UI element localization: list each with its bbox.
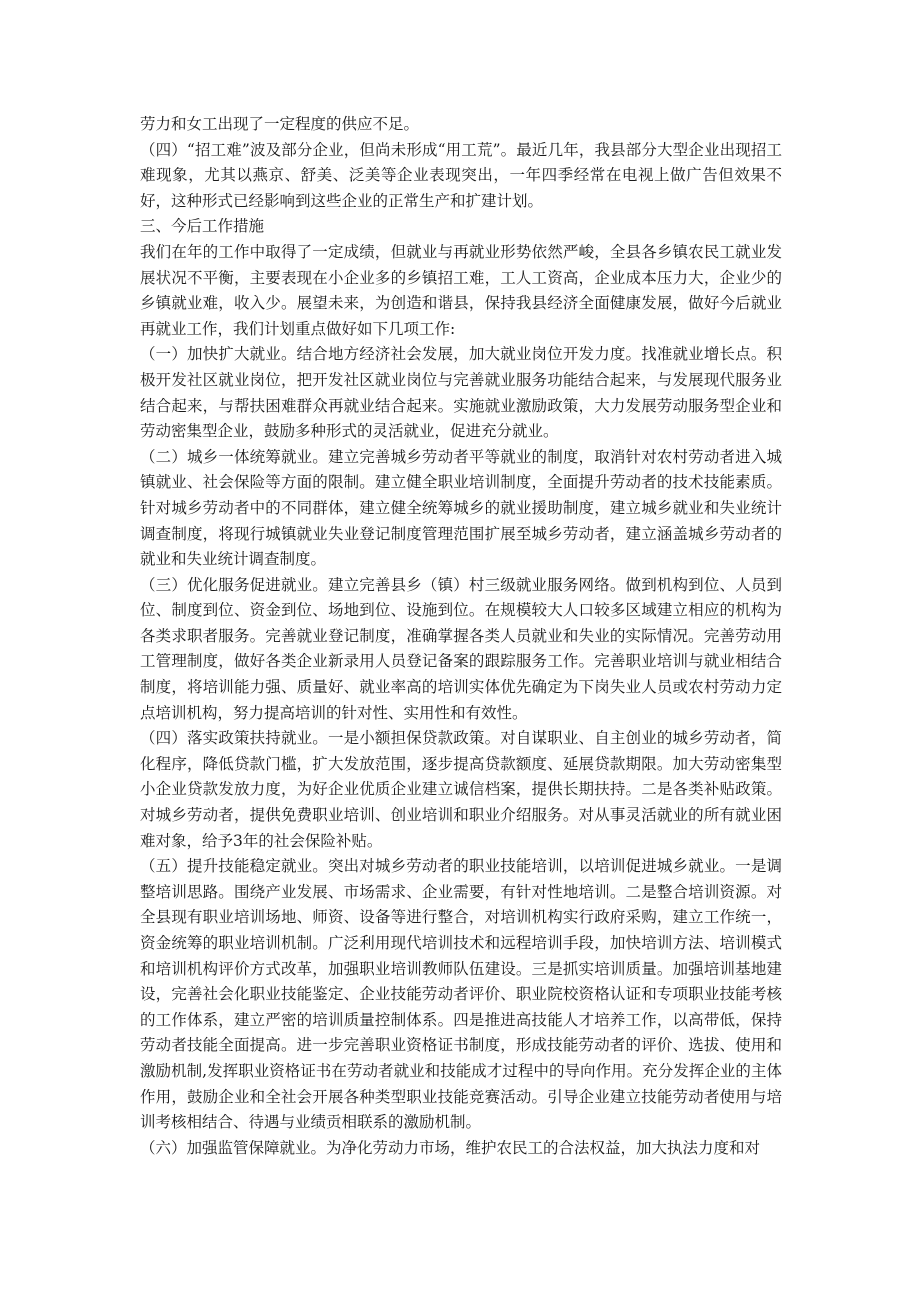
paragraph-skill-improvement: （五）提升技能稳定就业。突出对城乡劳动者的职业技能培训，以培训促进城乡就业。一是调整培训思路。围绕产业发展、市场需求、企业需要，有针对性地培训。二是整合培训资源。对全县现有职业培训场地、师资、设备等进行整合，对培训机构实行政府采购，建立工作统一，资金统筹的职业培训机制。广泛利用现代培训技术和远程培训手段，加快培训方法、培训模式和培训机构评价方式改革，加强职业培训教师队伍建设。三是抓实培训质量。加强培训基地建设，完善社会化职业技能鉴定、企业技能劳动者评价、职业院校资格认证和专项职业技能考核的工作体系，建立严密的培训质量控制体系。四是推进高技能人才培养工作，以高带低，保持劳动者技能全面提高。进一步完善职业资格证书制度，形成技能劳动者的评价、选拔、使用和激励机制,发挥职业资格证书在劳动者就业和技能成才过程中的导向作用。充分发挥企业的主体作用，鼓励企业和全社会开展各种类型职业技能竞赛活动。引导企业建立技能劳动者使用与培训考核相结合、待遇与业绩贡相联系的激励机制。 <box>140 857 782 1132</box>
paragraph-policy-support: （四）落实政策扶持就业。一是小额担保贷款政策。对自谋职业、自主创业的城乡劳动者，简化程序，降低贷款门槛，扩大发放范围，逐步提高贷款额度、延展贷款期限。加大劳动密集型小企业贷款发放力度，为好企业优质企业建立诚信档案，提供长期扶持。二是各类补贴政策。对城乡劳动者，提供免费职业培训、创业培训和职业介绍服务。对从事灵活就业的所有就业困难对象，给予3年的社会保险补贴。 <box>140 729 782 850</box>
paragraph-urban-rural-coordination: （二）城乡一体统筹就业。建立完善城乡劳动者平等就业的制度，取消针对农村劳动者进入城镇就业、社会保险等方面的限制。建立健全职业培训制度，全面提升劳动者的技术技能素质。针对城乡劳动者中的不同群体，建立健全统筹城乡的就业援助制度，建立城乡就业和失业统计调查制度，将现行城镇就业失业登记制度管理范围扩展至城乡劳动者，建立涵盖城乡劳动者的就业和失业统计调查制度。 <box>140 447 782 569</box>
document-body <box>140 112 782 1161</box>
paragraph-supervision: （六）加强监管保障就业。为净化劳动力市场，维护农民工的合法权益，加大执法力度和对 <box>140 1138 761 1157</box>
paragraph-optimize-services: （三）优化服务促进就业。建立完善县乡（镇）村三级就业服务网络。做到机构到位、人员到位、制度到位、资金到位、场地到位、设施到位。在规模较大人口较多区域建立相应的机构为各类求职者服务。完善就业登记制度，准确掌握各类人员就业和失业的实际情况。完善劳动用工管理制度，做好各类企业新录用人员登记备案的跟踪服务工作。完善职业培训与就业相结合制度，将培训能力强、质量好、就业率高的培训实体优先确定为下岗失业人员或农村劳动力定点培训机构，努力提高培训的针对性、实用性和有效性。 <box>140 575 782 722</box>
paragraph-introduction: 我们在年的工作中取得了一定成绩，但就业与再就业形势依然严峻，全县各乡镇农民工就业发展状况不平衡，主要表现在小企业多的乡镇招工难，工人工资高，企业成本压力大，企业少的乡镇就业难，收入少。展望未来，为创造和谐县，保持我县经济全面健康发展，做好今后就业再就业工作，我们计划重点做好如下几项工作: <box>140 242 782 338</box>
paragraph-continuation: 劳力和女工出现了一定程度的供应不足。 <box>140 115 420 133</box>
section-heading-future-measures: 三、今后工作措施 <box>140 217 265 236</box>
paragraph-expand-employment: （一）加快扩大就业。结合地方经济社会发展，加大就业岗位开发力度。找准就业增长点。积极开发社区就业岗位，把开发社区就业岗位与完善就业服务功能结合起来，与发展现代服务业结合起来，与帮扶困难群众再就业结合起来。实施就业激励政策，大力发展劳动服务型企业和劳动密集型企业，鼓励多种形式的灵活就业，促进充分就业。 <box>140 345 782 441</box>
paragraph-recruitment-difficulty: （四）“招工难”波及部分企业，但尚未形成“用工荒”。最近几年，我县部分大型企业出现招工难现象，尤其以燕京、舒美、泛美等企业表现突出，一年四季经常在电视上做广告但效果不好，这种形式已经影响到这些企业的正常生产和扩建计划。 <box>140 140 782 210</box>
